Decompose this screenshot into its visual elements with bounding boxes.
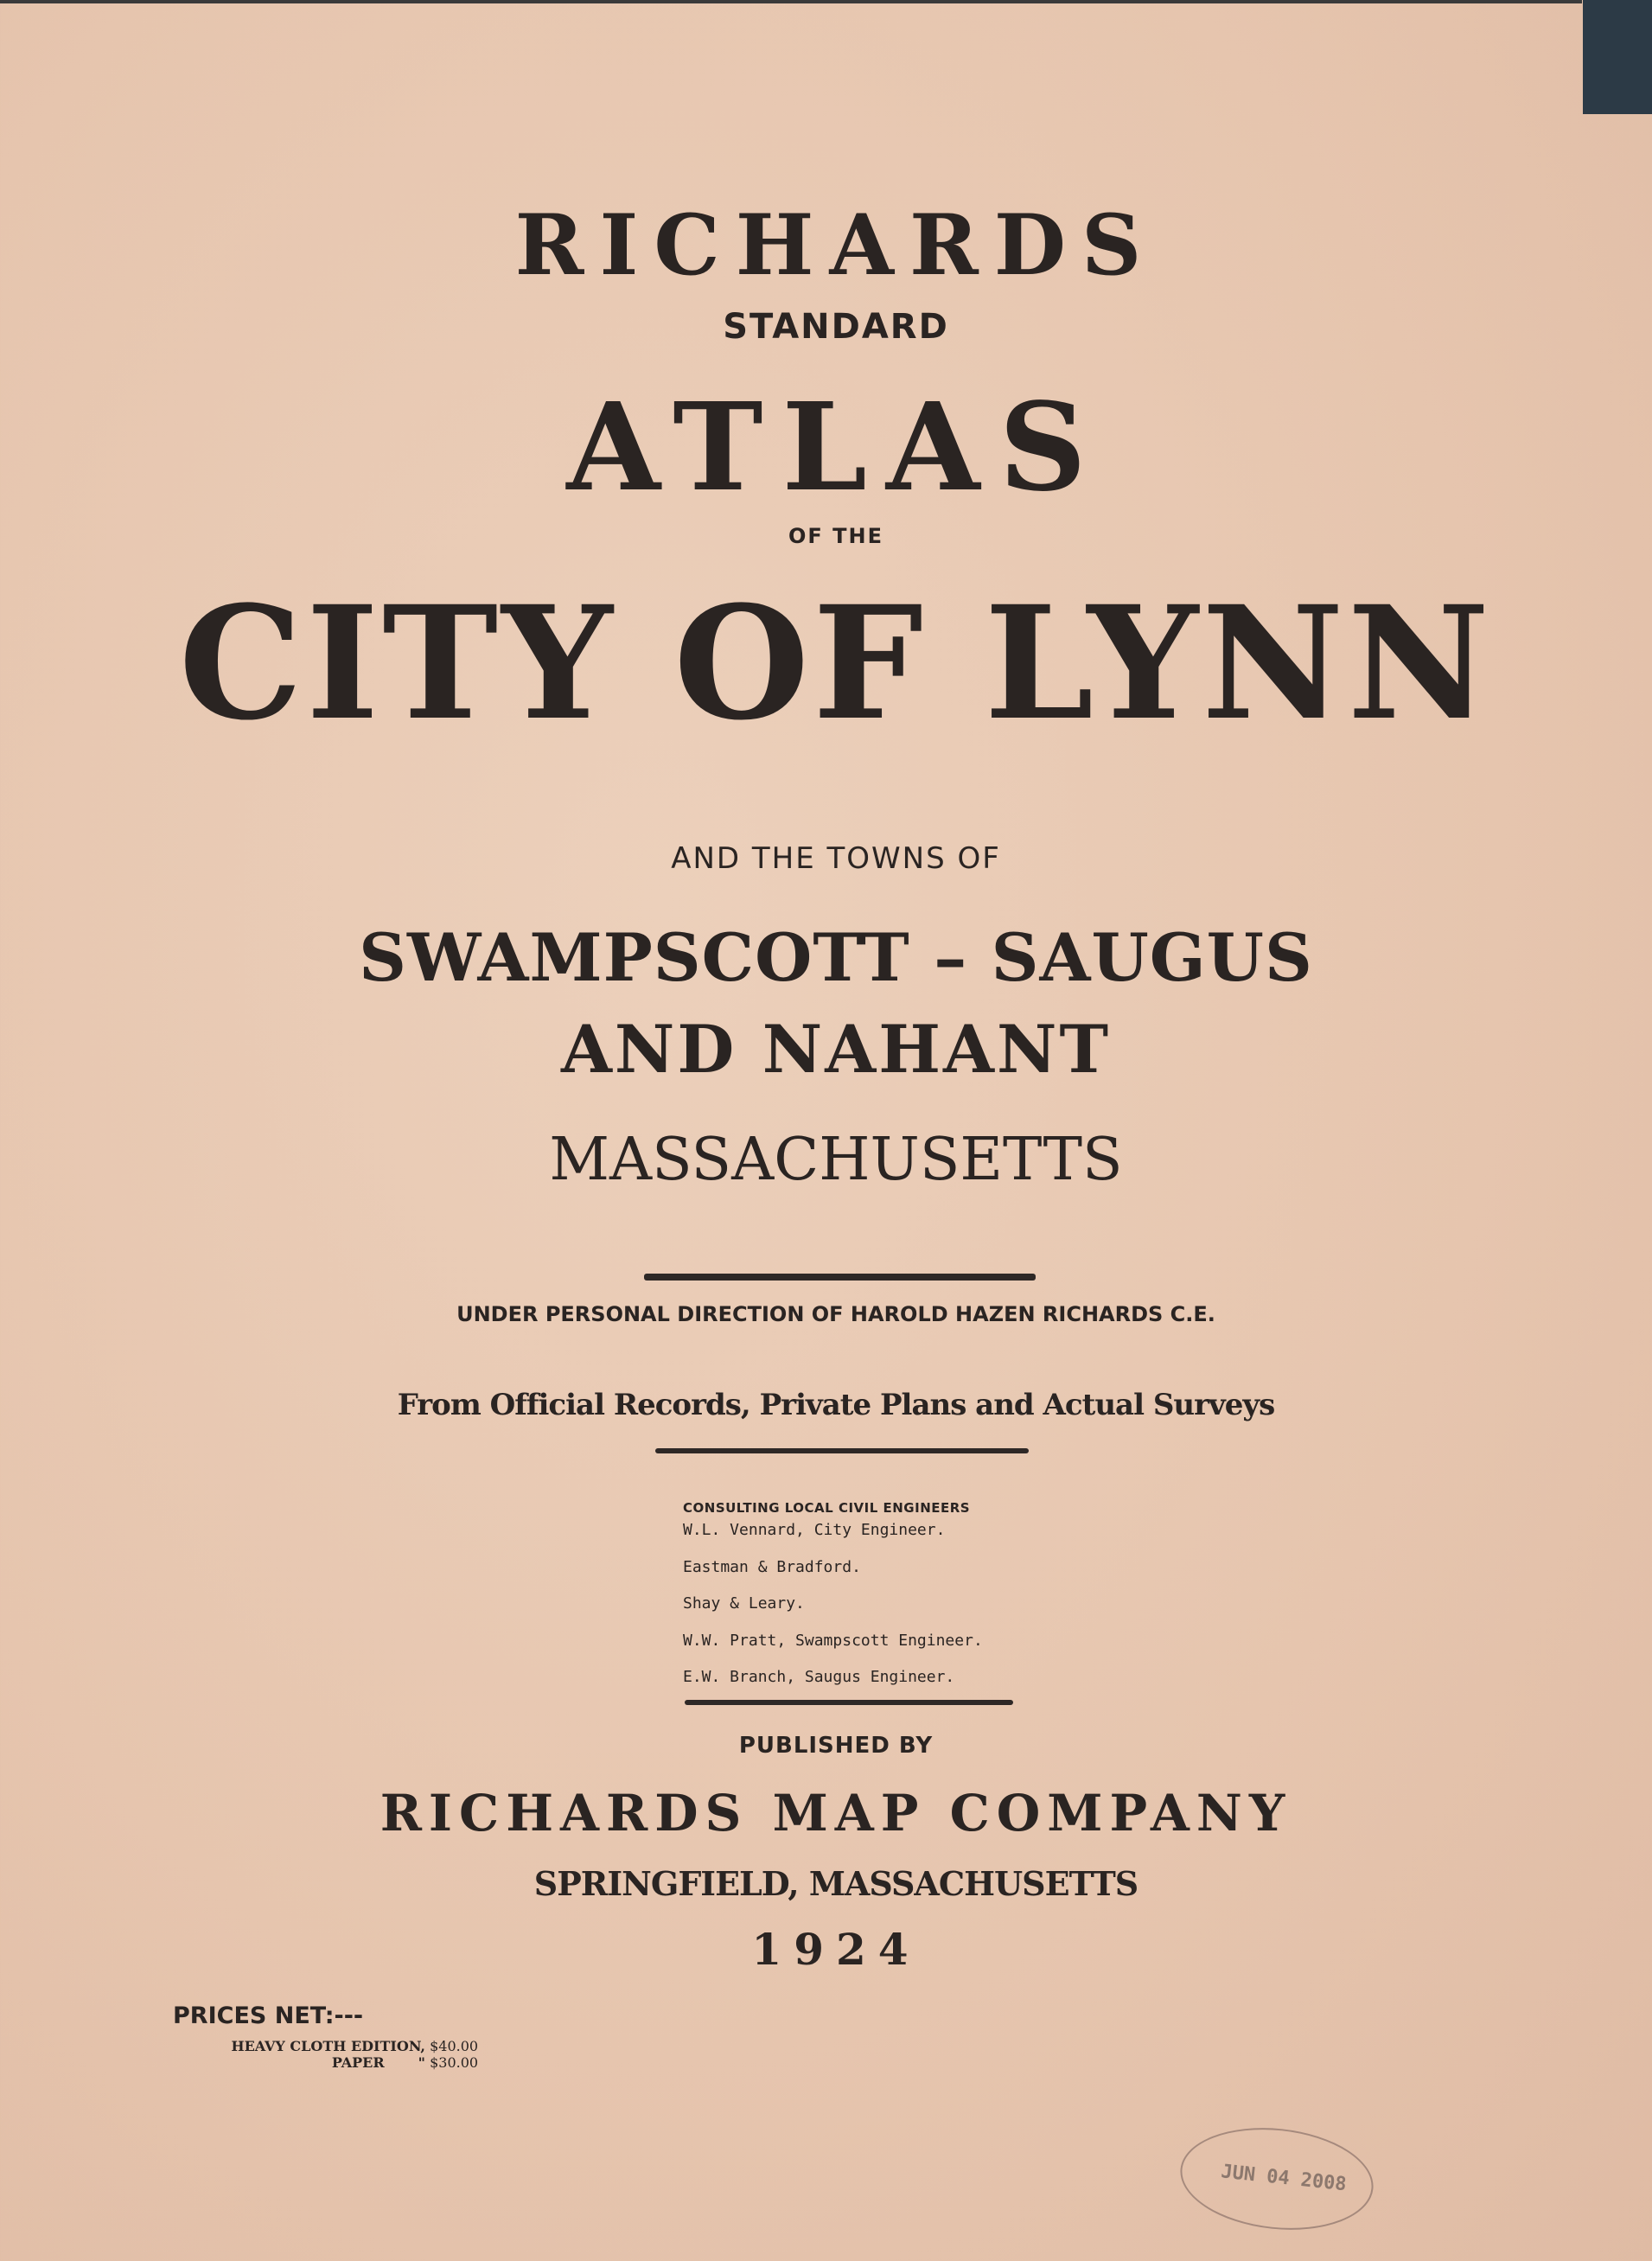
engineers-heading: CONSULTING LOCAL CIVIL ENGINEERS bbox=[683, 1500, 971, 1516]
towns-line-1: SWAMPSCOTT – SAUGUS bbox=[359, 919, 1313, 996]
publisher-city: SPRINGFIELD, MASSACHUSETTS bbox=[533, 1864, 1139, 1903]
list-item: W.L. Vennard, City Engineer. bbox=[683, 1521, 946, 1539]
prices-heading: PRICES NET:--- bbox=[173, 2002, 364, 2029]
title-richards: RICHARDS bbox=[514, 196, 1158, 294]
title-city-of-lynn: CITY OF LYNN bbox=[178, 572, 1494, 755]
title-atlas: ATLAS bbox=[566, 377, 1106, 519]
publisher-name: RICHARDS MAP COMPANY bbox=[380, 1784, 1292, 1843]
prices-block bbox=[173, 2002, 478, 2071]
price-value: $40.00 bbox=[430, 2038, 479, 2054]
title-of-the: OF THE bbox=[788, 524, 883, 548]
stamp-date: JUN 04 2008 bbox=[1220, 2161, 1348, 2196]
prices-table bbox=[218, 2038, 478, 2071]
list-item: E.W. Branch, Saugus Engineer. bbox=[683, 1668, 955, 1686]
published-by: PUBLISHED BY bbox=[738, 1733, 934, 1759]
price-value: $30.00 bbox=[430, 2054, 479, 2071]
direction-credit: UNDER PERSONAL DIRECTION OF HAROLD HAZEN RICHARDS C.E. bbox=[456, 1302, 1215, 1326]
list-item: Eastman & Bradford. bbox=[683, 1557, 861, 1576]
publication-year: 1924 bbox=[751, 1924, 921, 1975]
title-standard: STANDARD bbox=[723, 307, 949, 347]
binding-corner bbox=[1583, 0, 1652, 114]
state-name: MASSACHUSETTS bbox=[549, 1126, 1123, 1194]
towns-intro: AND THE TOWNS OF bbox=[671, 841, 1001, 876]
engineers-list bbox=[683, 1500, 983, 1705]
list-item: W.W. Pratt, Swampscott Engineer. bbox=[683, 1631, 983, 1650]
divider-rule bbox=[655, 1448, 1029, 1453]
date-stamp bbox=[1176, 2119, 1379, 2239]
divider-rule bbox=[685, 1700, 1013, 1705]
price-edition: PAPER " bbox=[331, 2054, 425, 2071]
scan-top-edge bbox=[0, 0, 1582, 3]
sources-line: From Official Records, Private Plans and Actual Surveys bbox=[397, 1388, 1275, 1422]
divider-rule bbox=[644, 1274, 1036, 1281]
towns-line-2: AND NAHANT bbox=[560, 1011, 1112, 1088]
price-edition: HEAVY CLOTH EDITION, bbox=[231, 2038, 425, 2054]
list-item: Shay & Leary. bbox=[683, 1594, 805, 1613]
